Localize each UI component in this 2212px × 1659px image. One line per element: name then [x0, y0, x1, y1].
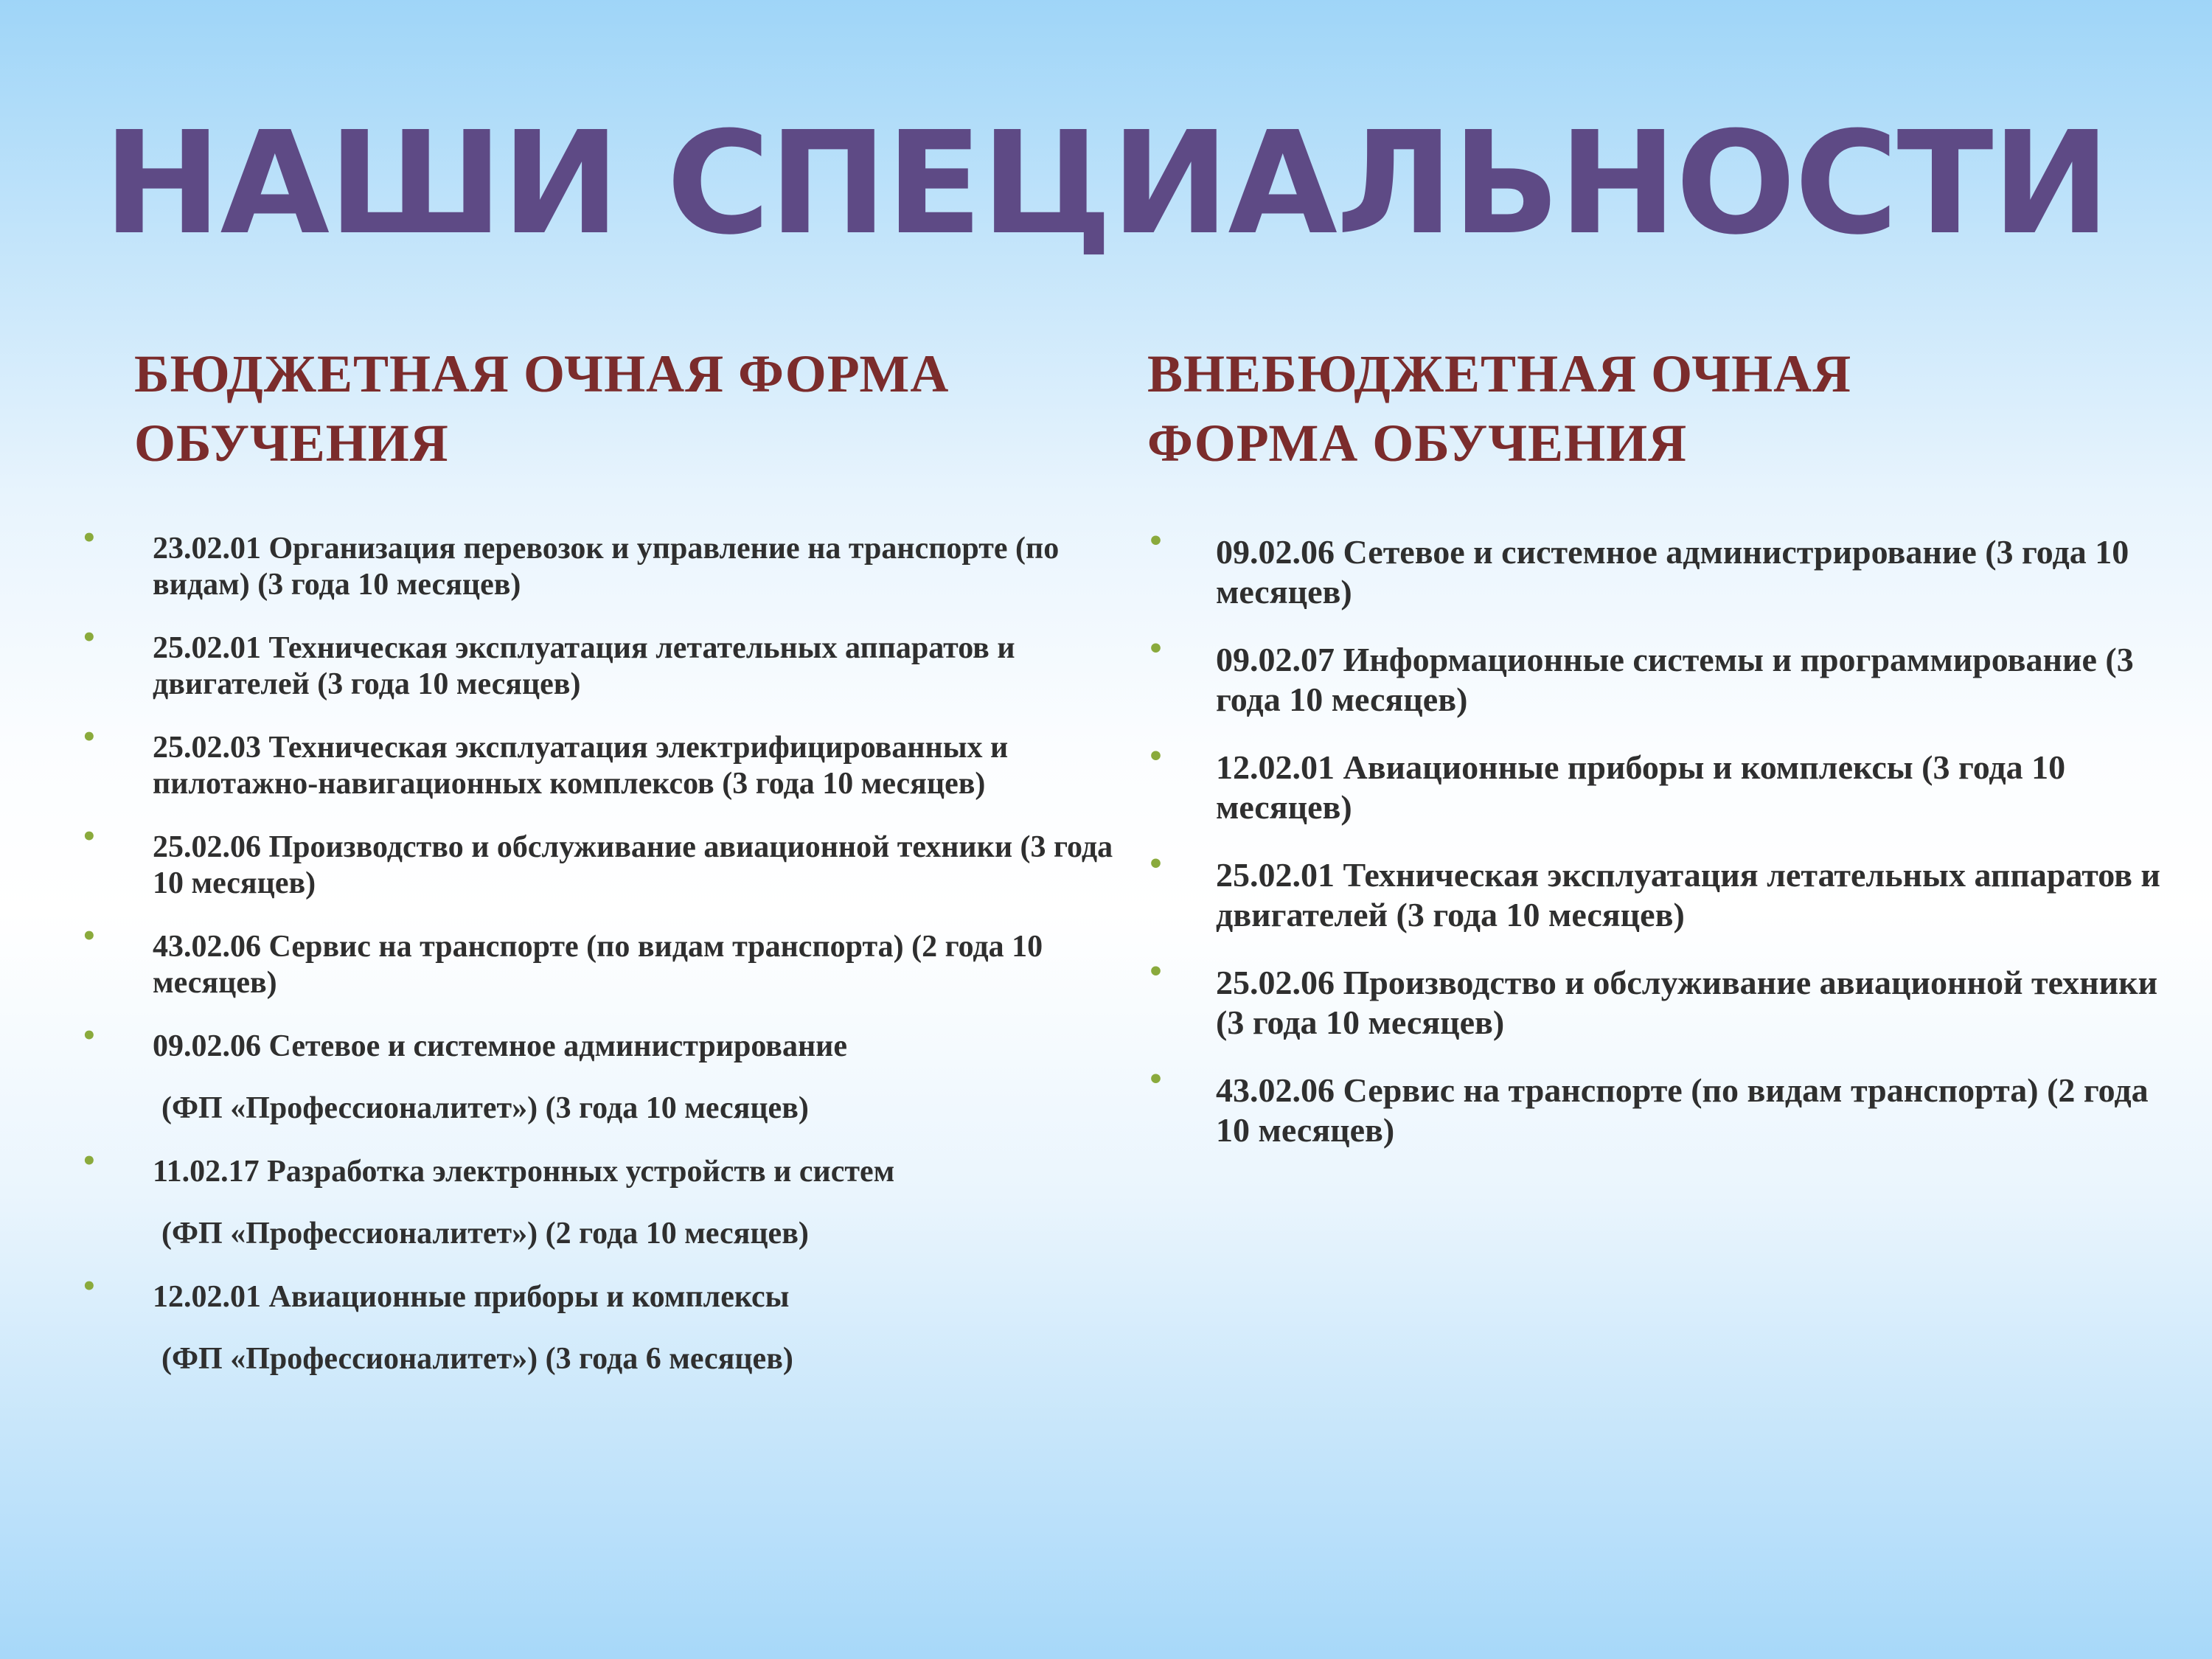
specialty-text: 09.02.06 Сетевое и системное администрирование: [153, 1029, 848, 1063]
bullet-icon: •: [81, 1021, 97, 1051]
paid-heading-line2: ФОРМА ОБУЧЕНИЯ: [1147, 414, 1688, 473]
specialty-text: 09.02.06 Сетевое и системное администрирование (3 года 10 месяцев): [1216, 533, 2129, 611]
bullet-icon: •: [81, 524, 97, 553]
bullet-icon: •: [81, 1272, 97, 1301]
specialty-text: 25.02.01 Техническая эксплуатация летательных аппаратов и двигателей (3 года 10 месяцев): [153, 631, 1015, 701]
bullet-icon: •: [1147, 526, 1165, 557]
specialty-text: 25.02.06 Производство и обслуживание авиационной техники (3 года 10 месяцев): [153, 830, 1113, 900]
list-item: [81, 524, 1113, 603]
page-title: НАШИ СПЕЦИАЛЬНОСТИ: [102, 102, 2110, 266]
budget-heading-line2: ОБУЧЕНИЯ: [134, 414, 449, 473]
list-item: [81, 822, 1113, 902]
list-item: [1147, 1065, 2165, 1150]
list-item: [81, 922, 1113, 1001]
specialty-note: (ФП «Профессионалитет») (3 года 6 месяцев): [161, 1342, 793, 1376]
specialty-text: 09.02.07 Информационные системы и программирование (3 года 10 месяцев): [1216, 641, 2134, 718]
list-item: [81, 623, 1113, 703]
list-item: [81, 723, 1113, 802]
specialty-text: 23.02.01 Организация перевозок и управление на транспорте (по видам) (3 года 10 месяцев): [153, 532, 1060, 602]
bullet-icon: •: [81, 922, 97, 951]
specialty-text: 25.02.01 Техническая эксплуатация летательных аппаратов и двигателей (3 года 10 месяцев): [1216, 856, 2160, 933]
bullet-icon: •: [1147, 957, 1165, 987]
list-item: [1147, 957, 2165, 1043]
budget-column-heading: [134, 339, 1093, 478]
list-item: [81, 1021, 1113, 1127]
list-item: [81, 1272, 1113, 1377]
specialty-text: 43.02.06 Сервис на транспорте (по видам транспорта) (2 года 10 месяцев): [153, 930, 1043, 1000]
bullet-icon: •: [81, 723, 97, 752]
paid-column-heading: [1147, 339, 2106, 478]
specialty-text: 12.02.01 Авиационные приборы и комплексы (3 года 10 месяцев): [1216, 748, 2066, 826]
specialty-text: 25.02.03 Техническая эксплуатация электрифицированных и пилотажно-навигационных комплексов (3 года 10 месяцев): [153, 731, 1009, 801]
budget-specialties-list: [81, 524, 1113, 1405]
paid-heading-line1: ВНЕБЮДЖЕТНАЯ ОЧНАЯ: [1147, 344, 1852, 403]
list-item: [1147, 634, 2165, 720]
specialty-text: 43.02.06 Сервис на транспорте (по видам транспорта) (2 года 10 месяцев): [1216, 1071, 2149, 1149]
specialty-text: 25.02.06 Производство и обслуживание авиационной техники (3 года 10 месяцев): [1216, 964, 2158, 1041]
bullet-icon: •: [81, 1147, 97, 1176]
paid-specialties-list: [1147, 526, 2165, 1178]
bullet-icon: •: [1147, 634, 1165, 664]
bullet-icon: •: [81, 822, 97, 852]
bullet-icon: •: [1147, 849, 1165, 880]
specialty-text: 11.02.17 Разработка электронных устройств и систем: [153, 1155, 895, 1189]
bullet-icon: •: [81, 623, 97, 653]
list-item: [1147, 849, 2165, 935]
specialty-note: (ФП «Профессионалитет») (3 года 10 месяцев): [161, 1091, 809, 1125]
specialty-text: 12.02.01 Авиационные приборы и комплексы: [153, 1280, 790, 1314]
specialty-note: (ФП «Профессионалитет») (2 года 10 месяцев): [161, 1217, 809, 1251]
budget-heading-line1: БЮДЖЕТНАЯ ОЧНАЯ ФОРМА: [134, 344, 950, 403]
list-item: [1147, 526, 2165, 612]
bullet-icon: •: [1147, 742, 1165, 772]
list-item: [81, 1147, 1113, 1252]
list-item: [1147, 742, 2165, 827]
bullet-icon: •: [1147, 1065, 1165, 1095]
